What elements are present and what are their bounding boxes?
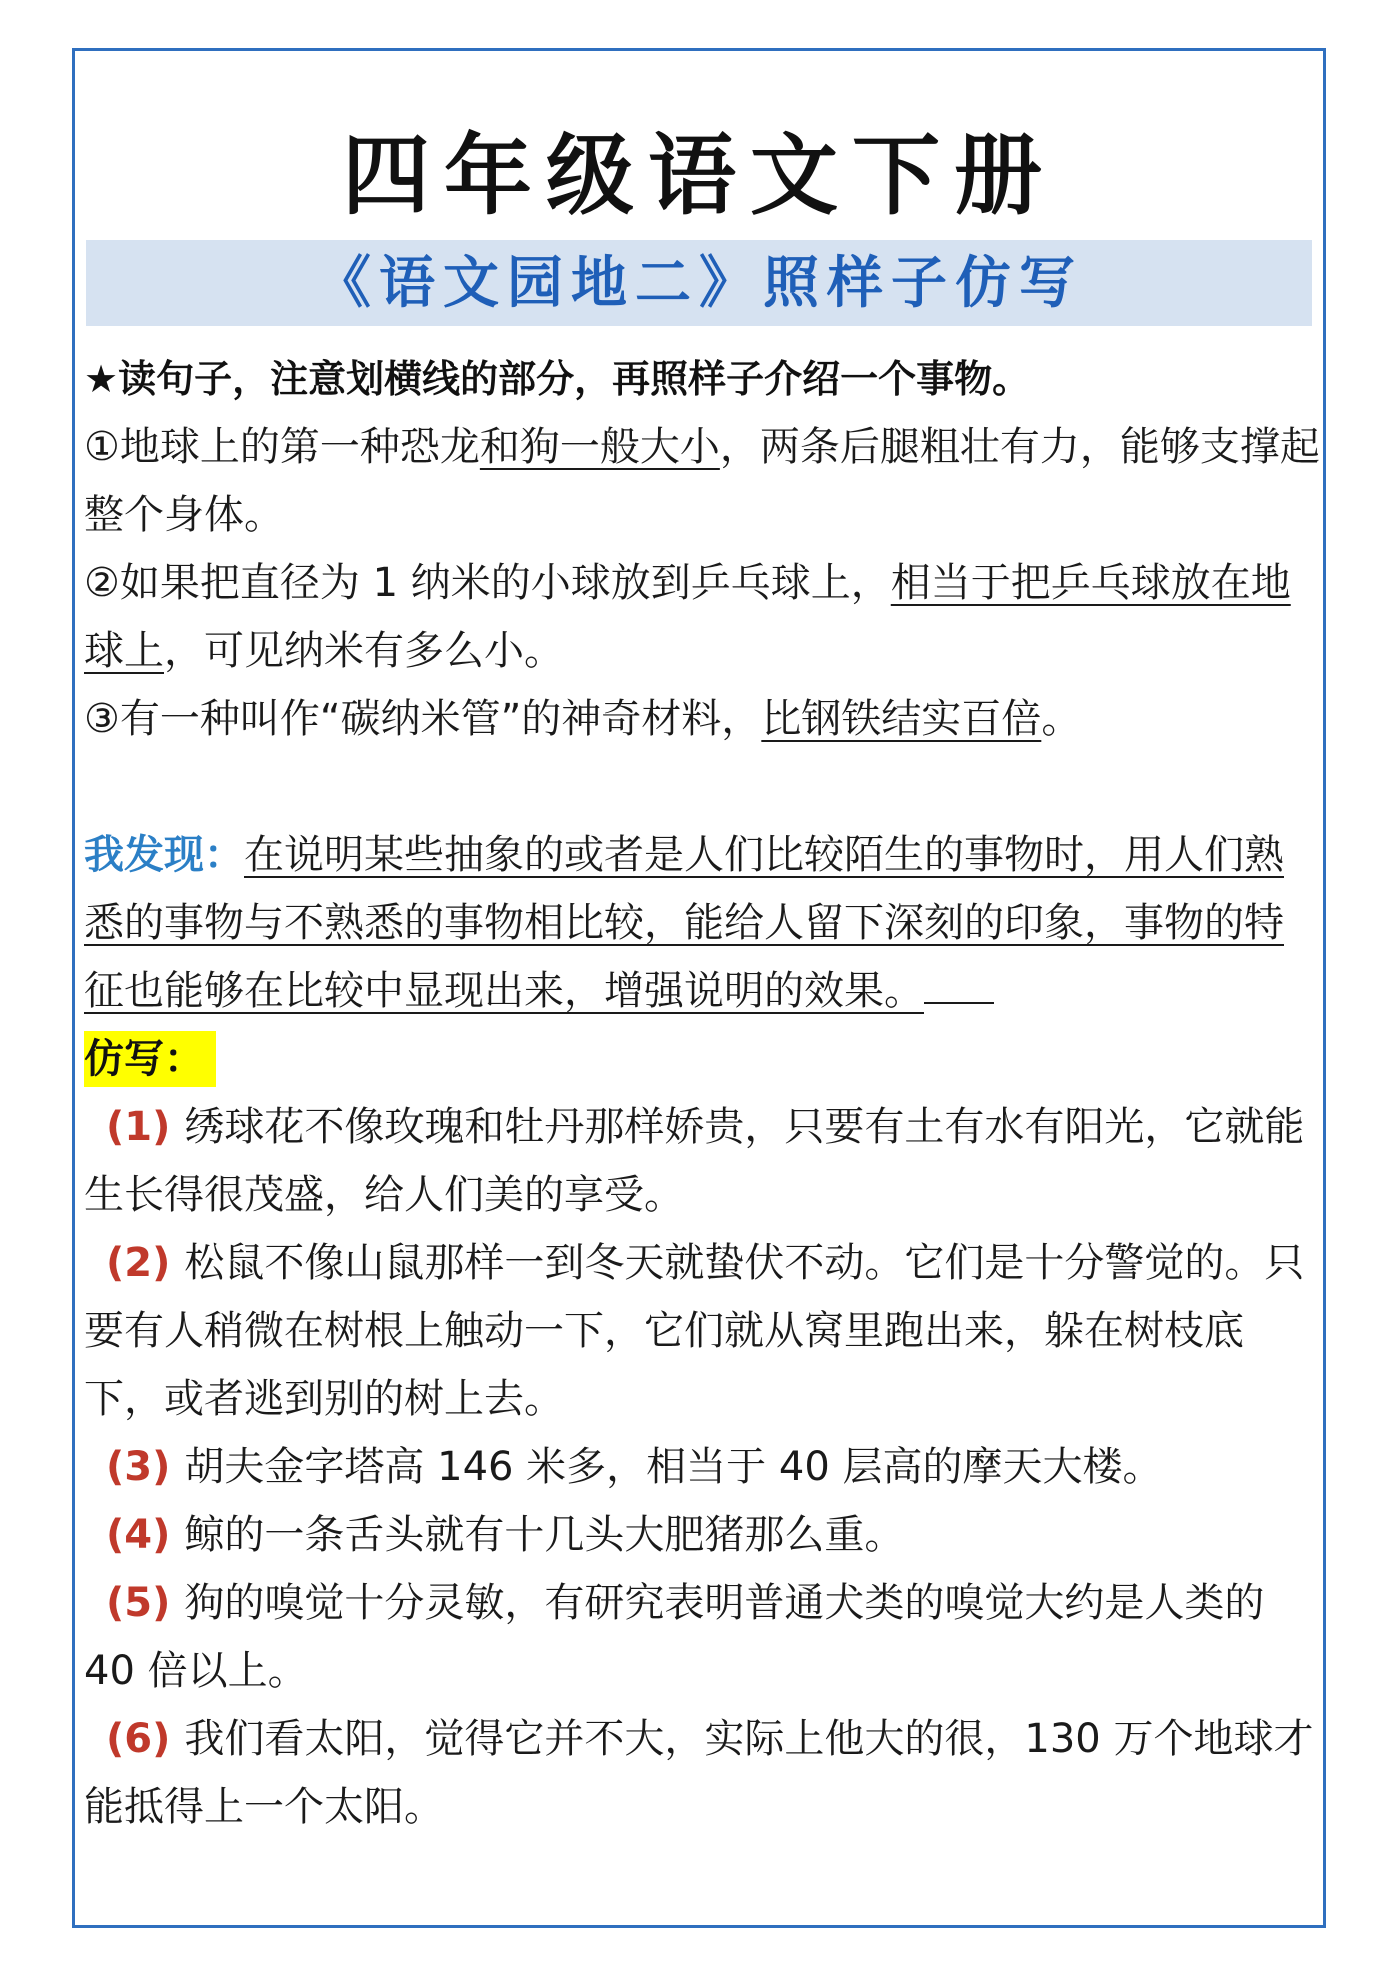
worksheet-content	[84, 345, 1320, 1841]
page-title: 四年级语文下册	[341, 123, 1056, 227]
instruction-text: ★读句子，注意划横线的部分，再照样子介绍一个事物。	[84, 357, 1031, 401]
item-number: (3)	[106, 1444, 171, 1490]
example-3-before: ③有一种叫作“碳纳米管”的神奇材料，	[84, 696, 762, 742]
imitation-item	[84, 1433, 1320, 1501]
imitation-label: 仿写：	[84, 1031, 216, 1087]
item-number: (4)	[106, 1512, 171, 1558]
imitation-item	[84, 1501, 1320, 1569]
item-number: (6)	[106, 1716, 171, 1762]
item-text: 绣球花不像玫瑰和牡丹那样娇贵，只要有土有水有阳光，它就能生长得很茂盛，给人们美的享受。	[84, 1104, 1305, 1218]
example-sentence-3	[84, 685, 1320, 753]
section-spacer	[84, 753, 1320, 821]
imitation-item	[84, 1093, 1320, 1229]
item-number: (2)	[106, 1240, 171, 1286]
imitation-heading	[84, 1025, 1320, 1093]
item-text: 我们看太阳，觉得它并不大，实际上他大的很，130 万个地球才能抵得上一个太阳。	[84, 1716, 1314, 1830]
imitation-item	[84, 1229, 1320, 1433]
example-2-underlined: 相当于把乒乓球放在地球上	[84, 560, 1291, 674]
example-3-underlined: 比钢铁结实百倍	[761, 696, 1042, 742]
example-sentence-1	[84, 413, 1320, 549]
example-2-before: ②如果把直径为 1 纳米的小球放到乒乓球上，	[84, 560, 891, 606]
example-1-underlined: 和狗一般大小	[479, 424, 720, 470]
discovery-label: 我发现：	[84, 832, 244, 878]
example-2-after: ，可见纳米有多么小。	[164, 628, 564, 674]
item-text: 鲸的一条舌头就有十几头大肥猪那么重。	[184, 1512, 905, 1558]
discovery-text: 在说明某些抽象的或者是人们比较陌生的事物时，用人们熟悉的事物与不熟悉的事物相比较，能给人留下深刻的印象，事物的特征也能够在比较中显现出来，增强说明的效果。	[84, 832, 1284, 1014]
page-subtitle: 《语文园地二》照样子仿写	[315, 250, 1083, 316]
imitation-item	[84, 1705, 1320, 1841]
item-text: 胡夫金字塔高 146 米多，相当于 40 层高的摩天大楼。	[184, 1444, 1163, 1490]
example-3-after: 。	[1041, 696, 1082, 742]
example-1-before: ①地球上的第一种恐龙	[84, 424, 480, 470]
answer-blank-line	[924, 962, 994, 1004]
example-sentence-2	[84, 549, 1320, 685]
item-text: 松鼠不像山鼠那样一到冬天就蛰伏不动。它们是十分警觉的。只要有人稍微在树根上触动一下，它们就从窝里跑出来，躲在树枝底下，或者逃到别的树上去。	[84, 1240, 1305, 1422]
item-number: (1)	[106, 1104, 171, 1150]
discovery-paragraph	[84, 821, 1320, 1025]
item-number: (5)	[106, 1580, 171, 1626]
item-text: 狗的嗅觉十分灵敏，有研究表明普通犬类的嗅觉大约是人类的 40 倍以上。	[84, 1580, 1265, 1694]
example-1-after: ，两条后腿粗壮有力，能够支撑起整个身体。	[84, 424, 1320, 538]
imitation-item	[84, 1569, 1320, 1705]
